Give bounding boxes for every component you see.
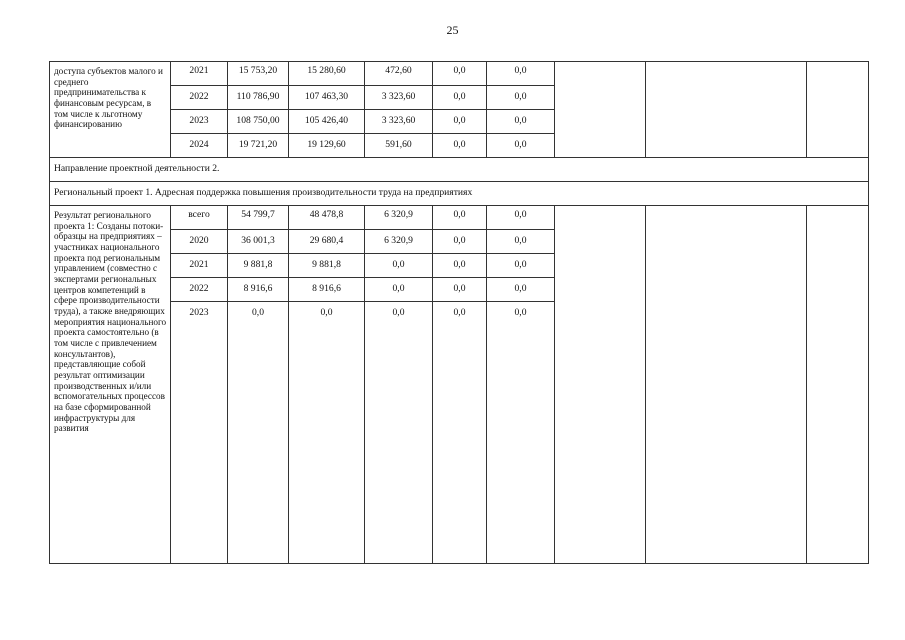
value-cell: 0,0	[487, 302, 555, 564]
value-cell: 9 881,8	[289, 254, 365, 278]
value-cell: 9 881,8	[228, 254, 289, 278]
year-cell: 2020	[171, 230, 228, 254]
value-cell: 0,0	[433, 278, 487, 302]
value-cell: 0,0	[433, 254, 487, 278]
value-cell: 15 753,20	[228, 62, 289, 86]
value-cell: 0,0	[365, 278, 433, 302]
value-cell: 54 799,7	[228, 206, 289, 230]
row-name-cell: Результат регионального проекта 1: Созданы потоки-образцы на предприятиях – участниках национального проекта под региональным управлением (совместно с экспертами региональных центров компетенций в сфере производительности труда), а также внедряющих мероприятия национального проекта самостоятельно (в том числе с привлечением консультантов), представляющие собой результат оптимизации производственных и/или вспомогательных процессов на базе сформированной инфраструктуры для развития	[50, 206, 171, 564]
value-cell: 591,60	[365, 134, 433, 158]
value-cell: 3 323,60	[365, 86, 433, 110]
value-cell: 36 001,3	[228, 230, 289, 254]
page-number: 25	[446, 23, 459, 37]
empty-cell	[555, 206, 646, 564]
value-cell: 472,60	[365, 62, 433, 86]
value-cell: 0,0	[433, 86, 487, 110]
empty-cell	[646, 62, 807, 158]
value-cell: 48 478,8	[289, 206, 365, 230]
table-row	[50, 158, 869, 182]
value-cell: 8 916,6	[289, 278, 365, 302]
value-cell: 0,0	[433, 110, 487, 134]
year-cell: 2023	[171, 302, 228, 564]
value-cell: 110 786,90	[228, 86, 289, 110]
value-cell: 0,0	[487, 278, 555, 302]
value-cell: 29 680,4	[289, 230, 365, 254]
value-cell: 108 750,00	[228, 110, 289, 134]
value-cell: 0,0	[228, 302, 289, 564]
value-cell: 0,0	[365, 302, 433, 564]
row-name-cell: доступа субъектов малого и среднего предпринимательства к финансовым ресурсам, в том числе к льготному финансированию	[50, 62, 171, 158]
budget-table	[49, 61, 869, 564]
year-cell: 2023	[171, 110, 228, 134]
value-cell: 6 320,9	[365, 206, 433, 230]
value-cell: 0,0	[433, 134, 487, 158]
empty-cell	[555, 62, 646, 158]
value-cell: 0,0	[433, 230, 487, 254]
year-cell: 2024	[171, 134, 228, 158]
value-cell: 0,0	[487, 110, 555, 134]
value-cell: 15 280,60	[289, 62, 365, 86]
value-cell: 0,0	[289, 302, 365, 564]
value-cell: 0,0	[487, 230, 555, 254]
value-cell: 0,0	[365, 254, 433, 278]
value-cell: 0,0	[433, 62, 487, 86]
year-cell: 2021	[171, 62, 228, 86]
empty-cell	[646, 206, 807, 564]
table-row	[50, 182, 869, 206]
year-cell: 2022	[171, 278, 228, 302]
value-cell: 0,0	[487, 206, 555, 230]
value-cell: 105 426,40	[289, 110, 365, 134]
table-row	[50, 206, 869, 230]
value-cell: 6 320,9	[365, 230, 433, 254]
direction-heading: Направление проектной деятельности 2.	[50, 158, 869, 182]
value-cell: 0,0	[487, 86, 555, 110]
empty-cell	[807, 62, 869, 158]
value-cell: 0,0	[433, 302, 487, 564]
regional-project-heading: Региональный проект 1. Адресная поддержка повышения производительности труда на предприятиях	[50, 182, 869, 206]
year-cell: всего	[171, 206, 228, 230]
value-cell: 0,0	[487, 134, 555, 158]
value-cell: 0,0	[433, 206, 487, 230]
table-row	[50, 62, 869, 86]
value-cell: 19 129,60	[289, 134, 365, 158]
value-cell: 3 323,60	[365, 110, 433, 134]
value-cell: 107 463,30	[289, 86, 365, 110]
year-cell: 2022	[171, 86, 228, 110]
value-cell: 0,0	[487, 62, 555, 86]
value-cell: 0,0	[487, 254, 555, 278]
value-cell: 8 916,6	[228, 278, 289, 302]
value-cell: 19 721,20	[228, 134, 289, 158]
year-cell: 2021	[171, 254, 228, 278]
empty-cell	[807, 206, 869, 564]
